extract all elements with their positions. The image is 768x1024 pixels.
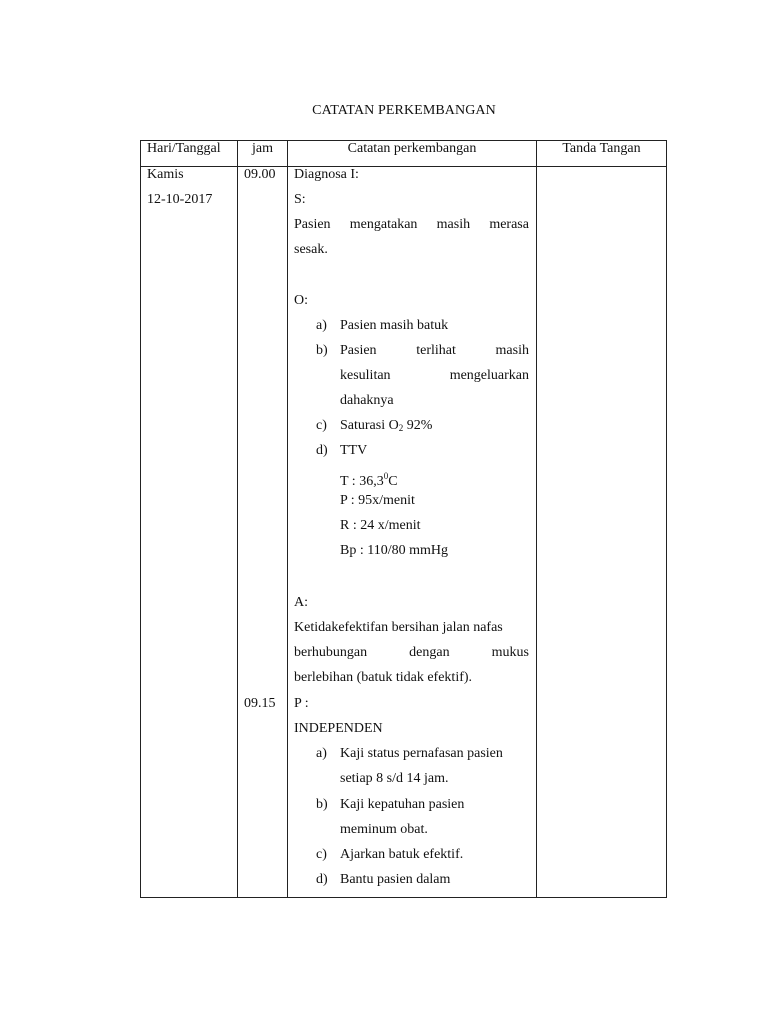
saturation-subscript: 2 [398,423,404,433]
objective-item-marker: c) [316,418,327,433]
saturation-prefix: Saturasi O [340,418,399,433]
assessment-line-1: Ketidakefektifan bersihan jalan nafas [294,620,503,635]
assessment-label: A: [294,595,308,610]
plan-item-text: meminum obat. [340,822,428,837]
objective-item-text: TTV [340,443,368,458]
plan-item-text: Bantu pasien dalam [340,872,451,887]
plan-item-text: Kaji kepatuhan pasien [340,797,465,812]
vital-blood-pressure: Bp : 110/80 mmHg [340,543,448,558]
plan-item-text: Kaji status pernafasan pasien [340,746,503,761]
header-time: jam [238,141,288,167]
temperature-superscript: 0 [383,471,389,481]
subjective-label: S: [294,192,306,207]
subjective-word: merasa [489,217,529,232]
vital-pulse: P : 95x/menit [340,493,415,508]
date-value: 12-10-2017 [147,192,213,207]
page-title: CATATAN PERKEMBANGAN [312,103,496,118]
objective-item-marker: b) [316,343,328,358]
day-date-cell [141,167,238,898]
assessment-line-2 [294,645,529,661]
subjective-line-1 [294,217,529,233]
plan-label: P : [294,696,309,711]
vital-temperature [340,468,398,490]
objective-item-marker: a) [316,318,327,333]
plan-item-text: setiap 8 s/d 14 jam. [340,771,449,786]
subjective-word: Pasien [294,217,331,232]
temperature-prefix: T : 36,3 [340,474,384,489]
objective-item-marker: d) [316,443,328,458]
plan-heading: INDEPENDEN [294,721,383,736]
progress-notes-table [140,140,667,898]
plan-item-marker: c) [316,847,327,862]
objective-item-text [340,418,432,436]
vital-respiration: R : 24 x/menit [340,518,421,533]
objective-word: terlihat [416,343,456,358]
header-signature: Tanda Tangan [537,141,667,167]
objective-item-text [340,368,529,384]
objective-item-text: dahaknya [340,393,394,408]
objective-label: O: [294,293,308,308]
time-cell [238,167,288,898]
saturation-suffix: 92% [403,418,433,433]
table-row [141,167,667,898]
header-day-date: Hari/Tanggal [141,141,238,167]
subjective-word: masih [436,217,471,232]
assessment-word: berhubungan [294,645,368,660]
table-header-row [141,141,667,167]
notes-cell [288,167,537,898]
assessment-word: dengan [409,645,450,660]
plan-item-marker: b) [316,797,328,812]
objective-item-text [340,343,529,359]
subjective-word: mengatakan [349,217,418,232]
objective-word: Pasien [340,343,377,358]
objective-word: mengeluarkan [449,368,529,383]
time-value-2: 09.15 [244,696,276,711]
subjective-line-2: sesak. [294,242,328,257]
diagnosis-label: Diagnosa I: [294,167,359,182]
signature-cell [537,167,667,898]
objective-item-text: Pasien masih batuk [340,318,449,333]
objective-word: masih [495,343,529,358]
temperature-suffix: C [388,474,398,489]
plan-item-marker: d) [316,872,328,887]
objective-word: kesulitan [340,368,391,383]
plan-item-text: Ajarkan batuk efektif. [340,847,464,862]
plan-item-marker: a) [316,746,327,761]
time-value-1: 09.00 [244,167,276,182]
assessment-line-3: berlebihan (batuk tidak efektif). [294,670,473,685]
header-notes: Catatan perkembangan [288,141,537,167]
assessment-word: mukus [491,645,529,660]
day-value: Kamis [147,167,184,182]
